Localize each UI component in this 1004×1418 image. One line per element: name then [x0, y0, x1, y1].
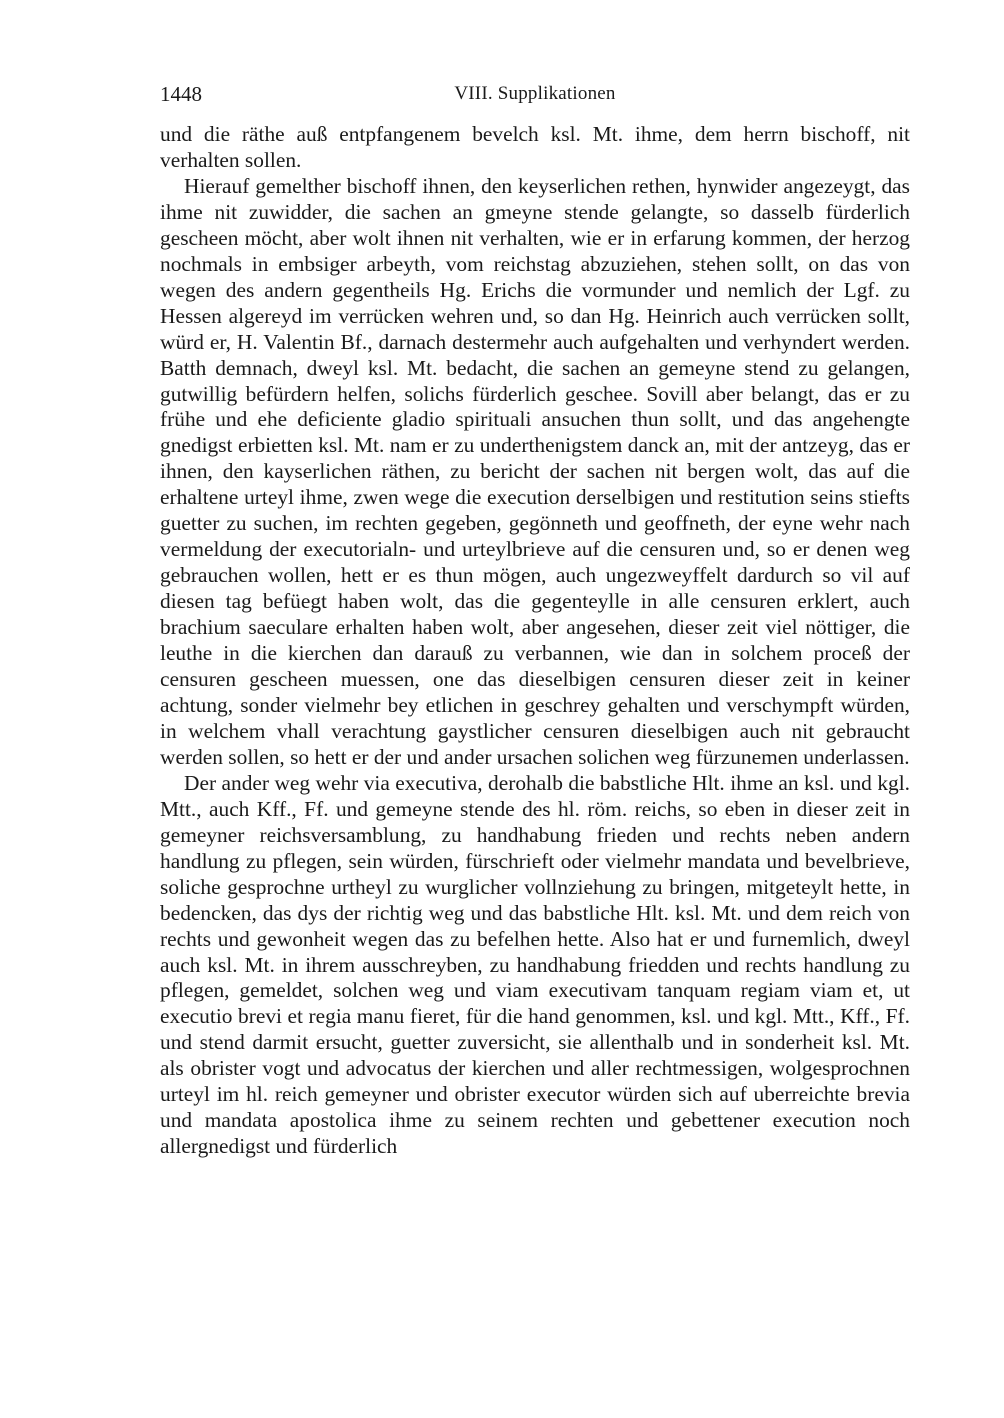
- body-text: [160, 122, 910, 1160]
- running-title: VIII. Supplikationen: [454, 83, 616, 104]
- paragraph: Hierauf gemelther bischoff ihnen, den keyserlichen rethen, hynwider angezeygt, das ihme nit zuwidder, die sachen an gmeyne stende gelangte, so dasselb fürderlich gescheen möcht, aber wolt ihnen nit verhalten, wie er in erfarung kommen, der herzog nochmals in embsiger arbeyth, vom reichstag abzuziehen, stehen sollt, on das von wegen des andern gegentheils Hg. Erichs die vormunder und nemlich der Lgf. zu Hessen algereyd im verrücken wehren und, so dan Hg. Heinrich auch verrücken sollt, würd er, H. Valentin Bf., darnach destermehr auch aufgehalten und verhyndert werden. Batth demnach, dweyl ksl. Mt. bedacht, die sachen an gemeyne stend zu gelangen, gutwillig befürdern helfen, solichs fürderlich geschee. Sovill aber belangt, das er zu frühe und ehe deficiente gladio spirituali ansuchen thun sollt, und das angehengte gnedigst erbietten ksl. Mt. nam er zu underthenigstem danck an, mit der antzeyg, das er ihnen, den kayserlichen räthen, zu bericht der sachen nit bergen wolt, das auf die erhaltene urteyl ihme, zwen wege die execution derselbigen und restitution seins stiefts guetter zu suchen, im rechten gegeben, gegönneth und geoffneth, der eyne wehr nach vermeldung der executorialn- und urteylbrieve auf die censuren und, so er denen weg gebrauchen wollen, hett er es thun mögen, auch ungezweyffelt dardurch so vil auf diesen tag befüegt haben wolt, das die gegenteylle in alle censuren erklert, auch brachium saeculare erhalten haben wolt, aber angesehen, dieser zeit viel nöttiger, die leuthe in die kierchen dan darauß zu verbannen, wie dan in solchem proceß der censuren gescheen muessen, one das dieselbigen censuren dieser zeit in keiner achtung, sonder vielmehr bey etlichen in geschrey gehalten und verschympft würden, in welchem vhall verachtung gaystlicher censuren dieselbigen auch nit gebraucht werden sollen, so hett er der und ander ursachen solichen weg fürzunemen underlassen.: [160, 173, 910, 769]
- page-header: [160, 80, 910, 108]
- page-number: 1448: [160, 82, 202, 106]
- paragraph-continuation: und die räthe auß entpfangenem bevelch ksl. Mt. ihme, dem herrn bischoff, nit verhalten sollen.: [160, 122, 910, 172]
- paragraph: Der ander weg wehr via executiva, derohalb die babstliche Hlt. ihme an ksl. und kgl. Mtt., auch Kff., Ff. und gemeyne stende des hl. röm. reichs, so eben in dieser zeit in gemeyner reichsversamblung, zu handhabung frieden und rechts neben andern handlung zu pflegen, sein würden, fürschrieft oder vielmehr mandata und bevelbrieve, soliche gesprochne urtheyl zu wurglicher vollnziehung zu bringen, mitgeteylt hette, in bedencken, das dys der richtig weg und das babstliche Hlt. ksl. Mt. und dem reich von rechts und gewonheit wegen das zu befelhen hette. Also hat er und furnemlich, dweyl auch ksl. Mt. in ihrem ausschreyben, zu handhabung friedden und rechts handlung zu pflegen, gemeldet, solchen weg und viam executivam tanquam regiam viam et, ut executio brevi et regia manu fieret, für die hand genommen, ksl. und kgl. Mtt., Kff., Ff. und stend darmit ersucht, guetter zuversicht, sie allenthalb und in sonderheit ksl. Mt. als obrister vogt und advocatus der kierchen und aller rechtmessigen, wolgesprochnen urteyl im hl. reich gemeyner und obrister executor würden sich auf uberreichte brevia und mandata apostolica ihme zu seinem rechten und gebettener execution noch allergnedigst und fürderlich: [160, 770, 910, 1159]
